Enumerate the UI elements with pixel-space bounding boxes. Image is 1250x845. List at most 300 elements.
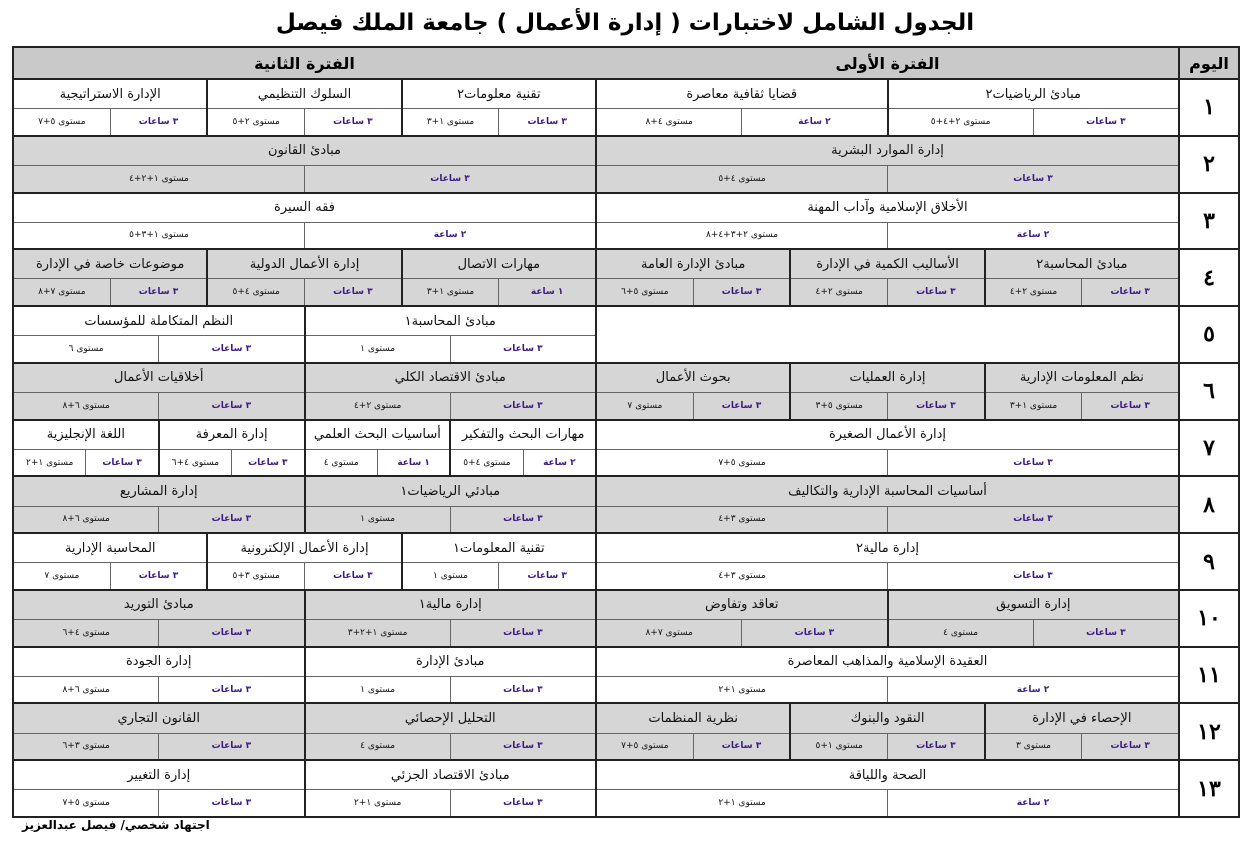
exam-name: مبادئ المحاسبة١ (306, 307, 596, 336)
period2-cell (14, 534, 595, 589)
exam-name: مبادئ القانون (14, 137, 595, 166)
exam-cell (986, 704, 1178, 759)
exam-hours: ٣ ساعات (450, 790, 595, 816)
exam-hours: ٣ ساعات (1081, 734, 1178, 760)
exam-name: الأخلاق الإسلامية وآداب المهنة (597, 194, 1178, 223)
exam-hours: ٣ ساعات (1033, 109, 1178, 135)
exam-level: مستوى ١+٣+٥ (129, 230, 189, 241)
exam-cell (14, 477, 304, 532)
exam-name: إدارة الموارد البشرية (597, 137, 1178, 166)
exam-cell (889, 80, 1179, 135)
exam-meta (208, 279, 400, 305)
exam-level: مستوى ١+٢ (718, 798, 766, 809)
empty-slot (597, 307, 1178, 362)
exam-level: مستوى ٧ (627, 400, 663, 411)
exam-hours: ٣ ساعات (158, 336, 303, 362)
exam-meta (597, 450, 1178, 476)
exam-hours: ٣ ساعات (110, 109, 207, 135)
exam-meta (597, 279, 789, 305)
period1-header: الفترة الأولى (597, 48, 1178, 78)
exam-name: الإدارة الاستراتيجية (14, 80, 206, 109)
exam-cell (14, 307, 304, 362)
day-number: ٤ (1180, 250, 1238, 305)
exam-level: مستوى ٤+٥ (463, 457, 511, 468)
exam-name: مبادئ الاقتصاد الكلي (306, 364, 596, 393)
exam-level: مستوى ٣+٤ (718, 514, 766, 525)
exam-cell (791, 250, 983, 305)
exam-name: مبادئي الرياضيات١ (306, 477, 596, 506)
exam-meta (451, 450, 595, 476)
exam-cell (986, 250, 1178, 305)
exam-hours: ٢ ساعة (523, 450, 595, 476)
exam-name: مهارات الاتصال (403, 250, 595, 279)
day-row (14, 250, 1178, 305)
exam-name: موضوعات خاصة في الإدارة (14, 250, 206, 279)
day-row (14, 704, 1178, 759)
exam-level: مستوى ١+٢ (718, 684, 766, 695)
exam-cell (451, 421, 595, 476)
exam-meta (14, 620, 304, 646)
day-number: ٦ (1180, 364, 1238, 419)
exam-meta (160, 450, 304, 476)
exam-meta (597, 507, 1178, 533)
exam-name: النظم المتكاملة للمؤسسات (14, 307, 304, 336)
exam-level: مستوى ٢+٤+٥ (930, 116, 991, 127)
exam-cell (597, 250, 789, 305)
exam-level: مستوى ١+٢ (353, 798, 402, 809)
period2-header: الفترة الثانية (14, 48, 595, 78)
exam-meta (14, 279, 206, 305)
exam-hours: ٣ ساعات (887, 563, 1178, 589)
exam-name: إدارة التسويق (889, 591, 1179, 620)
exam-hours: ٣ ساعات (450, 620, 595, 646)
exam-name: نظرية المنظمات (597, 704, 789, 733)
exam-meta (208, 109, 400, 135)
exam-name: نظم المعلومات الإدارية (986, 364, 1178, 393)
day-number: ١١ (1180, 648, 1238, 703)
exam-cell (306, 704, 596, 759)
exam-name: إدارة مالية١ (306, 591, 596, 620)
exam-cell (306, 591, 596, 646)
period2-cell (14, 364, 595, 419)
day-row (14, 364, 1178, 419)
exam-hours: ٣ ساعات (1033, 620, 1178, 646)
exam-level: مستوى ٤ (943, 627, 979, 638)
exam-name: إدارة الجودة (14, 648, 304, 677)
exam-meta (14, 563, 206, 589)
exam-level: مستوى ٥+٦ (621, 287, 669, 298)
period1-cell (597, 80, 1178, 135)
exam-level: مستوى ٢+٤ (1009, 287, 1058, 298)
exam-meta (791, 393, 983, 419)
exam-level: مستوى ٥+٧ (62, 798, 110, 809)
exam-name: مهارات البحث والتفكير (451, 421, 595, 450)
period1-cell (597, 534, 1178, 589)
exam-level: مستوى ٧+٨ (645, 627, 693, 638)
exam-hours: ٣ ساعات (498, 563, 595, 589)
exam-cell (14, 591, 304, 646)
exam-cell (14, 648, 304, 703)
exam-level: مستوى ٤ (323, 457, 359, 468)
exam-name: تقنية المعلومات١ (403, 534, 595, 563)
exam-cell (986, 364, 1178, 419)
exam-name: إدارة العمليات (791, 364, 983, 393)
exam-hours: ٣ ساعات (450, 393, 595, 419)
period2-cell (14, 421, 595, 476)
exam-cell (14, 80, 206, 135)
exam-cell (597, 137, 1178, 192)
day-row (14, 591, 1178, 646)
exam-hours: ٣ ساعات (741, 620, 886, 646)
exam-meta (597, 223, 1178, 249)
exam-name: التحليل الإحصائي (306, 704, 596, 733)
exam-hours: ٣ ساعات (887, 734, 984, 760)
exam-level: مستوى ٧+٨ (38, 287, 86, 298)
period2-cell (14, 250, 595, 305)
exam-meta (208, 563, 400, 589)
exam-name: أساسيات البحث العلمي (306, 421, 450, 450)
exam-cell (306, 648, 596, 703)
exam-name: العقيدة الإسلامية والمذاهب المعاصرة (597, 648, 1178, 677)
exam-name: الإحصاء في الإدارة (986, 704, 1178, 733)
exam-hours: ١ ساعة (498, 279, 595, 305)
period1-cell (597, 591, 1178, 646)
day-number: ٢ (1180, 137, 1238, 192)
exam-cell (597, 534, 1178, 589)
exam-hours: ٣ ساعات (158, 790, 303, 816)
exam-level: مستوى ٤+٥ (232, 287, 280, 298)
exam-meta (403, 279, 595, 305)
day-row (14, 194, 1178, 249)
exam-hours: ٣ ساعات (1081, 279, 1178, 305)
exam-cell (597, 477, 1178, 532)
exam-hours: ٣ ساعات (158, 677, 303, 703)
exam-level: مستوى ٦ (68, 344, 104, 355)
exam-hours: ٣ ساعات (304, 563, 401, 589)
exam-level: مستوى ١ (360, 514, 396, 525)
exam-meta (14, 109, 206, 135)
exam-name: مبادئ المحاسبة٢ (986, 250, 1178, 279)
period1-cell (597, 194, 1178, 249)
exam-hours: ٢ ساعة (304, 223, 595, 249)
exam-hours: ٣ ساعات (110, 563, 207, 589)
exam-level: مستوى ١+٥ (815, 741, 863, 752)
day-number: ١ (1180, 80, 1238, 135)
exam-level: مستوى ١ (360, 344, 396, 355)
day-row (14, 137, 1178, 192)
period1-cell (597, 250, 1178, 305)
exam-level: مستوى ٣+٦ (62, 741, 110, 752)
exam-cell (306, 477, 596, 532)
exam-name: إدارة الأعمال الدولية (208, 250, 400, 279)
exam-level: مستوى ١+٢+٤ (129, 173, 189, 184)
exam-level: مستوى ٤+٨ (645, 116, 693, 127)
day-numbers (1180, 80, 1238, 816)
period2-cell (14, 591, 595, 646)
exam-name: النقود والبنوك (791, 704, 983, 733)
exam-level: مستوى ٣+٥ (232, 571, 280, 582)
period2-cell (14, 80, 595, 135)
day-row (14, 421, 1178, 476)
day-row (14, 80, 1178, 135)
exam-name: أساسيات المحاسبة الإدارية والتكاليف (597, 477, 1178, 506)
exam-meta (986, 279, 1178, 305)
exam-name: قضايا ثقافية معاصرة (597, 80, 887, 109)
exam-meta (597, 393, 789, 419)
period2-cell (14, 648, 595, 703)
exam-cell (791, 364, 983, 419)
exam-name: السلوك التنظيمي (208, 80, 400, 109)
exam-cell (306, 761, 596, 816)
exam-meta (597, 734, 789, 760)
period1-cell (597, 704, 1178, 759)
exam-meta (597, 790, 1178, 816)
exam-cell (403, 80, 595, 135)
exam-meta (14, 507, 304, 533)
exam-name: مبادئ التوريد (14, 591, 304, 620)
exam-level: مستوى ٢+٤ (353, 400, 402, 411)
exam-hours: ٣ ساعات (498, 109, 595, 135)
exam-meta (306, 507, 596, 533)
exam-name: مبادئ الإدارة (306, 648, 596, 677)
exam-hours: ٣ ساعات (693, 393, 790, 419)
exam-meta (597, 563, 1178, 589)
exam-cell (597, 761, 1178, 816)
exam-cell (14, 534, 206, 589)
exam-level: مستوى ٧ (44, 571, 80, 582)
exam-cell (306, 421, 450, 476)
exam-hours: ٣ ساعات (231, 450, 303, 476)
day-number: ١٢ (1180, 704, 1238, 759)
day-header: اليوم (1180, 48, 1238, 78)
exam-level: مستوى ٥+٣ (815, 400, 863, 411)
exam-hours: ٢ ساعة (741, 109, 886, 135)
footer-note: اجتهاد شخصي/ فيصل عبدالعزيز (22, 818, 210, 832)
day-number: ٥ (1180, 307, 1238, 362)
exam-meta (14, 677, 304, 703)
exam-name: المحاسبة الإدارية (14, 534, 206, 563)
day-row (14, 648, 1178, 703)
day-number: ٧ (1180, 421, 1238, 476)
exam-name: إدارة مالية٢ (597, 534, 1178, 563)
exam-name: اللغة الإنجليزية (14, 421, 158, 450)
exam-name: القانون التجاري (14, 704, 304, 733)
day-row (14, 307, 1178, 362)
exam-cell (597, 704, 789, 759)
exam-hours: ٣ ساعات (158, 734, 303, 760)
exam-level: مستوى ١ (360, 684, 396, 695)
exam-meta (306, 620, 596, 646)
exam-hours: ٣ ساعات (887, 279, 984, 305)
exam-name: مبادئ الاقتصاد الجزئي (306, 761, 596, 790)
exam-hours: ٣ ساعات (887, 507, 1178, 533)
exam-meta (597, 109, 887, 135)
exam-hours: ٣ ساعات (450, 677, 595, 703)
exam-level: مستوى ١+٢ (26, 457, 74, 468)
exam-level: مستوى ١+٣ (1009, 400, 1058, 411)
exam-hours: ١ ساعة (377, 450, 449, 476)
period2-cell (14, 761, 595, 816)
exam-meta (597, 166, 1178, 192)
exam-hours: ٣ ساعات (450, 734, 595, 760)
exam-name: مبادئ الرياضيات٢ (889, 80, 1179, 109)
exam-meta (14, 336, 304, 362)
day-row (14, 761, 1178, 816)
exam-name: إدارة الأعمال الصغيرة (597, 421, 1178, 450)
exam-meta (986, 393, 1178, 419)
exam-cell (14, 250, 206, 305)
exam-meta (597, 677, 1178, 703)
day-number: ١٣ (1180, 761, 1238, 816)
exam-hours: ٣ ساعات (693, 734, 790, 760)
exam-hours: ٢ ساعة (887, 223, 1178, 249)
exam-cell (597, 591, 887, 646)
day-row (14, 477, 1178, 532)
period1-cell (597, 307, 1178, 362)
period1-cell (597, 648, 1178, 703)
exam-level: مستوى ٤ (360, 741, 396, 752)
exam-level: مستوى ٦+٨ (62, 684, 110, 695)
exam-meta (14, 790, 304, 816)
exam-cell (14, 421, 158, 476)
day-number: ٣ (1180, 194, 1238, 249)
period1-cell (597, 137, 1178, 192)
exam-hours: ٣ ساعات (450, 507, 595, 533)
page-title: الجدول الشامل لاختبارات ( إدارة الأعمال ) جامعة الملك فيصل (275, 10, 975, 36)
exam-hours: ٣ ساعات (110, 279, 207, 305)
exam-cell (14, 704, 304, 759)
exam-hours: ٢ ساعة (887, 677, 1178, 703)
exam-cell (597, 648, 1178, 703)
exam-cell (14, 761, 304, 816)
exam-schedule-table (12, 46, 1240, 818)
exam-cell (208, 250, 400, 305)
exam-meta (14, 223, 595, 249)
exam-level: مستوى ٦+٨ (62, 514, 110, 525)
exam-level: مستوى ٥+٧ (38, 116, 86, 127)
exam-name: أخلاقيات الأعمال (14, 364, 304, 393)
exam-hours: ٣ ساعات (887, 166, 1178, 192)
exam-level: مستوى ٥+٧ (718, 457, 766, 468)
exam-cell (791, 704, 983, 759)
exam-cell (597, 194, 1178, 249)
exam-hours: ٣ ساعات (158, 507, 303, 533)
exam-meta (306, 336, 596, 362)
exam-cell (403, 250, 595, 305)
exam-level: مستوى ١+٣ (426, 116, 475, 127)
exam-level: مستوى ١+٣ (426, 287, 475, 298)
exam-level: مستوى ٤+٦ (171, 457, 220, 468)
exam-cell (208, 534, 400, 589)
day-number: ٩ (1180, 534, 1238, 589)
exam-cell (597, 364, 789, 419)
day-column (1180, 48, 1238, 816)
exam-hours: ٣ ساعات (887, 450, 1178, 476)
exam-hours: ٣ ساعات (450, 336, 595, 362)
exam-cell (14, 364, 304, 419)
exam-name: إدارة المعرفة (160, 421, 304, 450)
exam-cell (14, 194, 595, 249)
exam-hours: ٣ ساعات (158, 620, 303, 646)
exam-meta (597, 620, 887, 646)
exam-hours: ٢ ساعة (887, 790, 1178, 816)
exam-level: مستوى ٢+٣+٤+٨ (705, 230, 779, 241)
exam-hours: ٣ ساعات (304, 109, 401, 135)
day-number: ٨ (1180, 477, 1238, 532)
day-number: ١٠ (1180, 591, 1238, 646)
period2-cell (14, 477, 595, 532)
exam-level: مستوى ٤+٥ (718, 173, 766, 184)
exam-meta (791, 279, 983, 305)
period1-cell (597, 761, 1178, 816)
exam-cell (160, 421, 304, 476)
exam-name: إدارة المشاريع (14, 477, 304, 506)
exam-name: الصحة واللياقة (597, 761, 1178, 790)
exam-name: فقه السيرة (14, 194, 595, 223)
period2-cell (14, 307, 595, 362)
period1-cell (597, 421, 1178, 476)
exam-meta (306, 393, 596, 419)
period2-cell (14, 137, 595, 192)
exam-meta (14, 734, 304, 760)
period2-cell (14, 704, 595, 759)
exam-cell (306, 364, 596, 419)
exam-name: بحوث الأعمال (597, 364, 789, 393)
exam-cell (889, 591, 1179, 646)
exam-name: مبادئ الإدارة العامة (597, 250, 789, 279)
exam-name: تعاقد وتفاوض (597, 591, 887, 620)
exam-meta (403, 563, 595, 589)
exam-hours: ٣ ساعات (158, 393, 303, 419)
exam-level: مستوى ٥+٧ (621, 741, 669, 752)
day-row (14, 534, 1178, 589)
exam-meta (306, 677, 596, 703)
exam-meta (791, 734, 983, 760)
exam-hours: ٣ ساعات (85, 450, 157, 476)
exam-name: تقنية معلومات٢ (403, 80, 595, 109)
exam-level: مستوى ٣+٤ (718, 571, 766, 582)
exam-meta (889, 620, 1179, 646)
exam-cell (597, 80, 887, 135)
exam-meta (14, 393, 304, 419)
exam-meta (306, 734, 596, 760)
exam-name: الأساليب الكمية في الإدارة (791, 250, 983, 279)
exam-level: مستوى ٦+٨ (62, 400, 110, 411)
exam-level: مستوى ١ (433, 571, 468, 582)
exam-hours: ٣ ساعات (693, 279, 790, 305)
exam-meta (14, 166, 595, 192)
exam-name: إدارة الأعمال الإلكترونية (208, 534, 400, 563)
exam-hours: ٣ ساعات (304, 166, 595, 192)
day-rows (14, 80, 1178, 816)
exam-level: مستوى ٤+٦ (62, 627, 110, 638)
period1-cell (597, 364, 1178, 419)
period2-cell (14, 194, 595, 249)
exam-cell (403, 534, 595, 589)
exam-meta (403, 109, 595, 135)
exam-hours: ٣ ساعات (1081, 393, 1178, 419)
schedule-body (14, 48, 1178, 816)
exam-level: مستوى ٢+٤ (815, 287, 863, 298)
exam-cell (208, 80, 400, 135)
exam-cell (306, 307, 596, 362)
exam-level: مستوى ١+٢+٣ (347, 627, 408, 638)
exam-hours: ٣ ساعات (304, 279, 401, 305)
exam-meta (306, 790, 596, 816)
exam-meta (306, 450, 450, 476)
period-header-row (14, 48, 1178, 78)
exam-cell (14, 137, 595, 192)
